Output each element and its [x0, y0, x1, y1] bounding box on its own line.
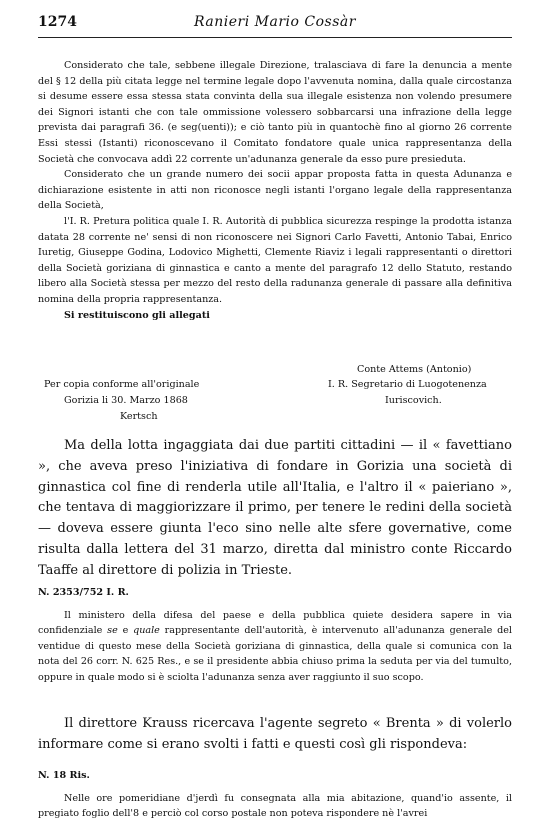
doc2-reference: N. 2353/752 I. R. [38, 587, 129, 598]
doc2-text-b: e [117, 625, 134, 637]
copy-sign: Kertsch [120, 411, 158, 422]
doc3-reference: N. 18 Ris. [38, 770, 90, 781]
doc2-text-a: Il ministero della difesa del paese e della pubblica quiete desidera sapere in via confidenziale [38, 609, 512, 637]
main-paragraph-1: Ma della lotta ingaggiata dai due partiti cittadini — il « favettiano », che aveva preso l'iniziativa di fondare in Gorizia una società di ginnastica col fine di renderla utile all'Italia, e l'altro il « paieriano », che tentava di maggiorizzare il primo, per tenere le redini della società — doveva essere giunta l'eco sino nelle alte sfere governative, come risulta dalla lettera del 31 marzo, diretta dal ministro conte Riccardo Taaffe al direttore di polizia in Trieste. [38, 438, 512, 578]
main-text-2 [38, 714, 512, 756]
document-quote-3 [38, 768, 512, 822]
doc1-paragraph-3: l'I. R. Pretura politica quale I. R. Autorità di pubblica sicurezza respinge la prodotta istanza datata 28 corrente ne' sensi di non riconoscere nei Signori Carlo Favetti, Antonio Tabai, Enrico Iuretig, Giuseppe Godina, Lodovico Mighetti, Clemente Riaviz i legali rappresentanti o direttori della Società goriziana di ginnastica e canto a mente del paragrafo 12 dello Statuto, restando libero alla Società stessa per mezzo del resto della radunanza generale di passare alla definitiva nomina della propria rappresentanza. [38, 215, 512, 305]
doc1-paragraph-1: Considerato che tale, sebbene illegale Direzione, tralasciava di fare la denuncia a mente del § 12 della più citata legge nel termine legale dopo l'avvenuta nomina, dalla quale circostanza si desume essere essa stessa stata convinta della sua illegale esistenza non volendo presumere dei Signori istanti che con tale ommissione volessero sobbarcarsi una infrazione della legge prevista dai paragrafi 36. (e seg(uenti)); e ciò tanto più in quantochè fino al giorno 26 corrente Essi stessi (Istanti) riconoscevano il Comitato fondatore quale unica rappresentanza della Società che convocava addì 22 corrente un'adunanza generale da esso pure presieduta. [38, 60, 512, 165]
doc2-emphasis-se: se [107, 625, 118, 637]
running-title: Ranieri Mario Cossàr [194, 14, 356, 30]
document-quote-1 [38, 58, 512, 323]
signature-name: Conte Attems (Antonio) [357, 364, 472, 375]
doc2-emphasis-quale: quale [133, 625, 160, 637]
copy-date: Gorizia li 30. Marzo 1868 [64, 395, 188, 406]
doc2-text-c: rappresentante dell'autorità, è intervenuto all'adunanza generale del ventidue di questo mese della Società goriziana di ginnastica, della quale si comunica con la nota del 26 corr. N. 625 Res., e se il presidente abbia chiuso prima la seduta per via del tumulto, oppure in quale modo si è sciolta l'adunanza senza aver raggiunto il suo scopo. [38, 625, 513, 683]
doc1-paragraph-4: Si restituiscono gli allegati [64, 309, 210, 321]
doc1-paragraph-2: Considerato che un grande numero dei socii appar proposta fatta in questa Adunanza e dichiarazione esistente in atti non riconosce negli istanti l'organo legale della rappresentanza della Società, [38, 169, 512, 212]
signature-sign: Iuriscovich. [385, 395, 442, 406]
copy-note: Per copia conforme all'originale [44, 379, 200, 390]
signature-title: I. R. Segretario di Luogotenenza [328, 379, 487, 390]
main-text-1 [38, 436, 512, 582]
doc3-paragraph: Nelle ore pomeridiane d'jerdì fu consegnata alla mia abitazione, quand'io assente, il pregiato foglio dell'8 e perciò col corso postale non poteva rispondere nè l'avrei [38, 792, 512, 820]
running-header [38, 14, 512, 34]
document-quote-2 [38, 585, 512, 686]
main-paragraph-2: Il direttore Krauss ricercava l'agente segreto « Brenta » di volerlo informare come si erano svolti i fatti e questi così gli rispondeva: [38, 716, 512, 752]
doc2-paragraph [38, 608, 512, 686]
header-rule [38, 37, 512, 38]
page-number: 1274 [38, 14, 77, 30]
